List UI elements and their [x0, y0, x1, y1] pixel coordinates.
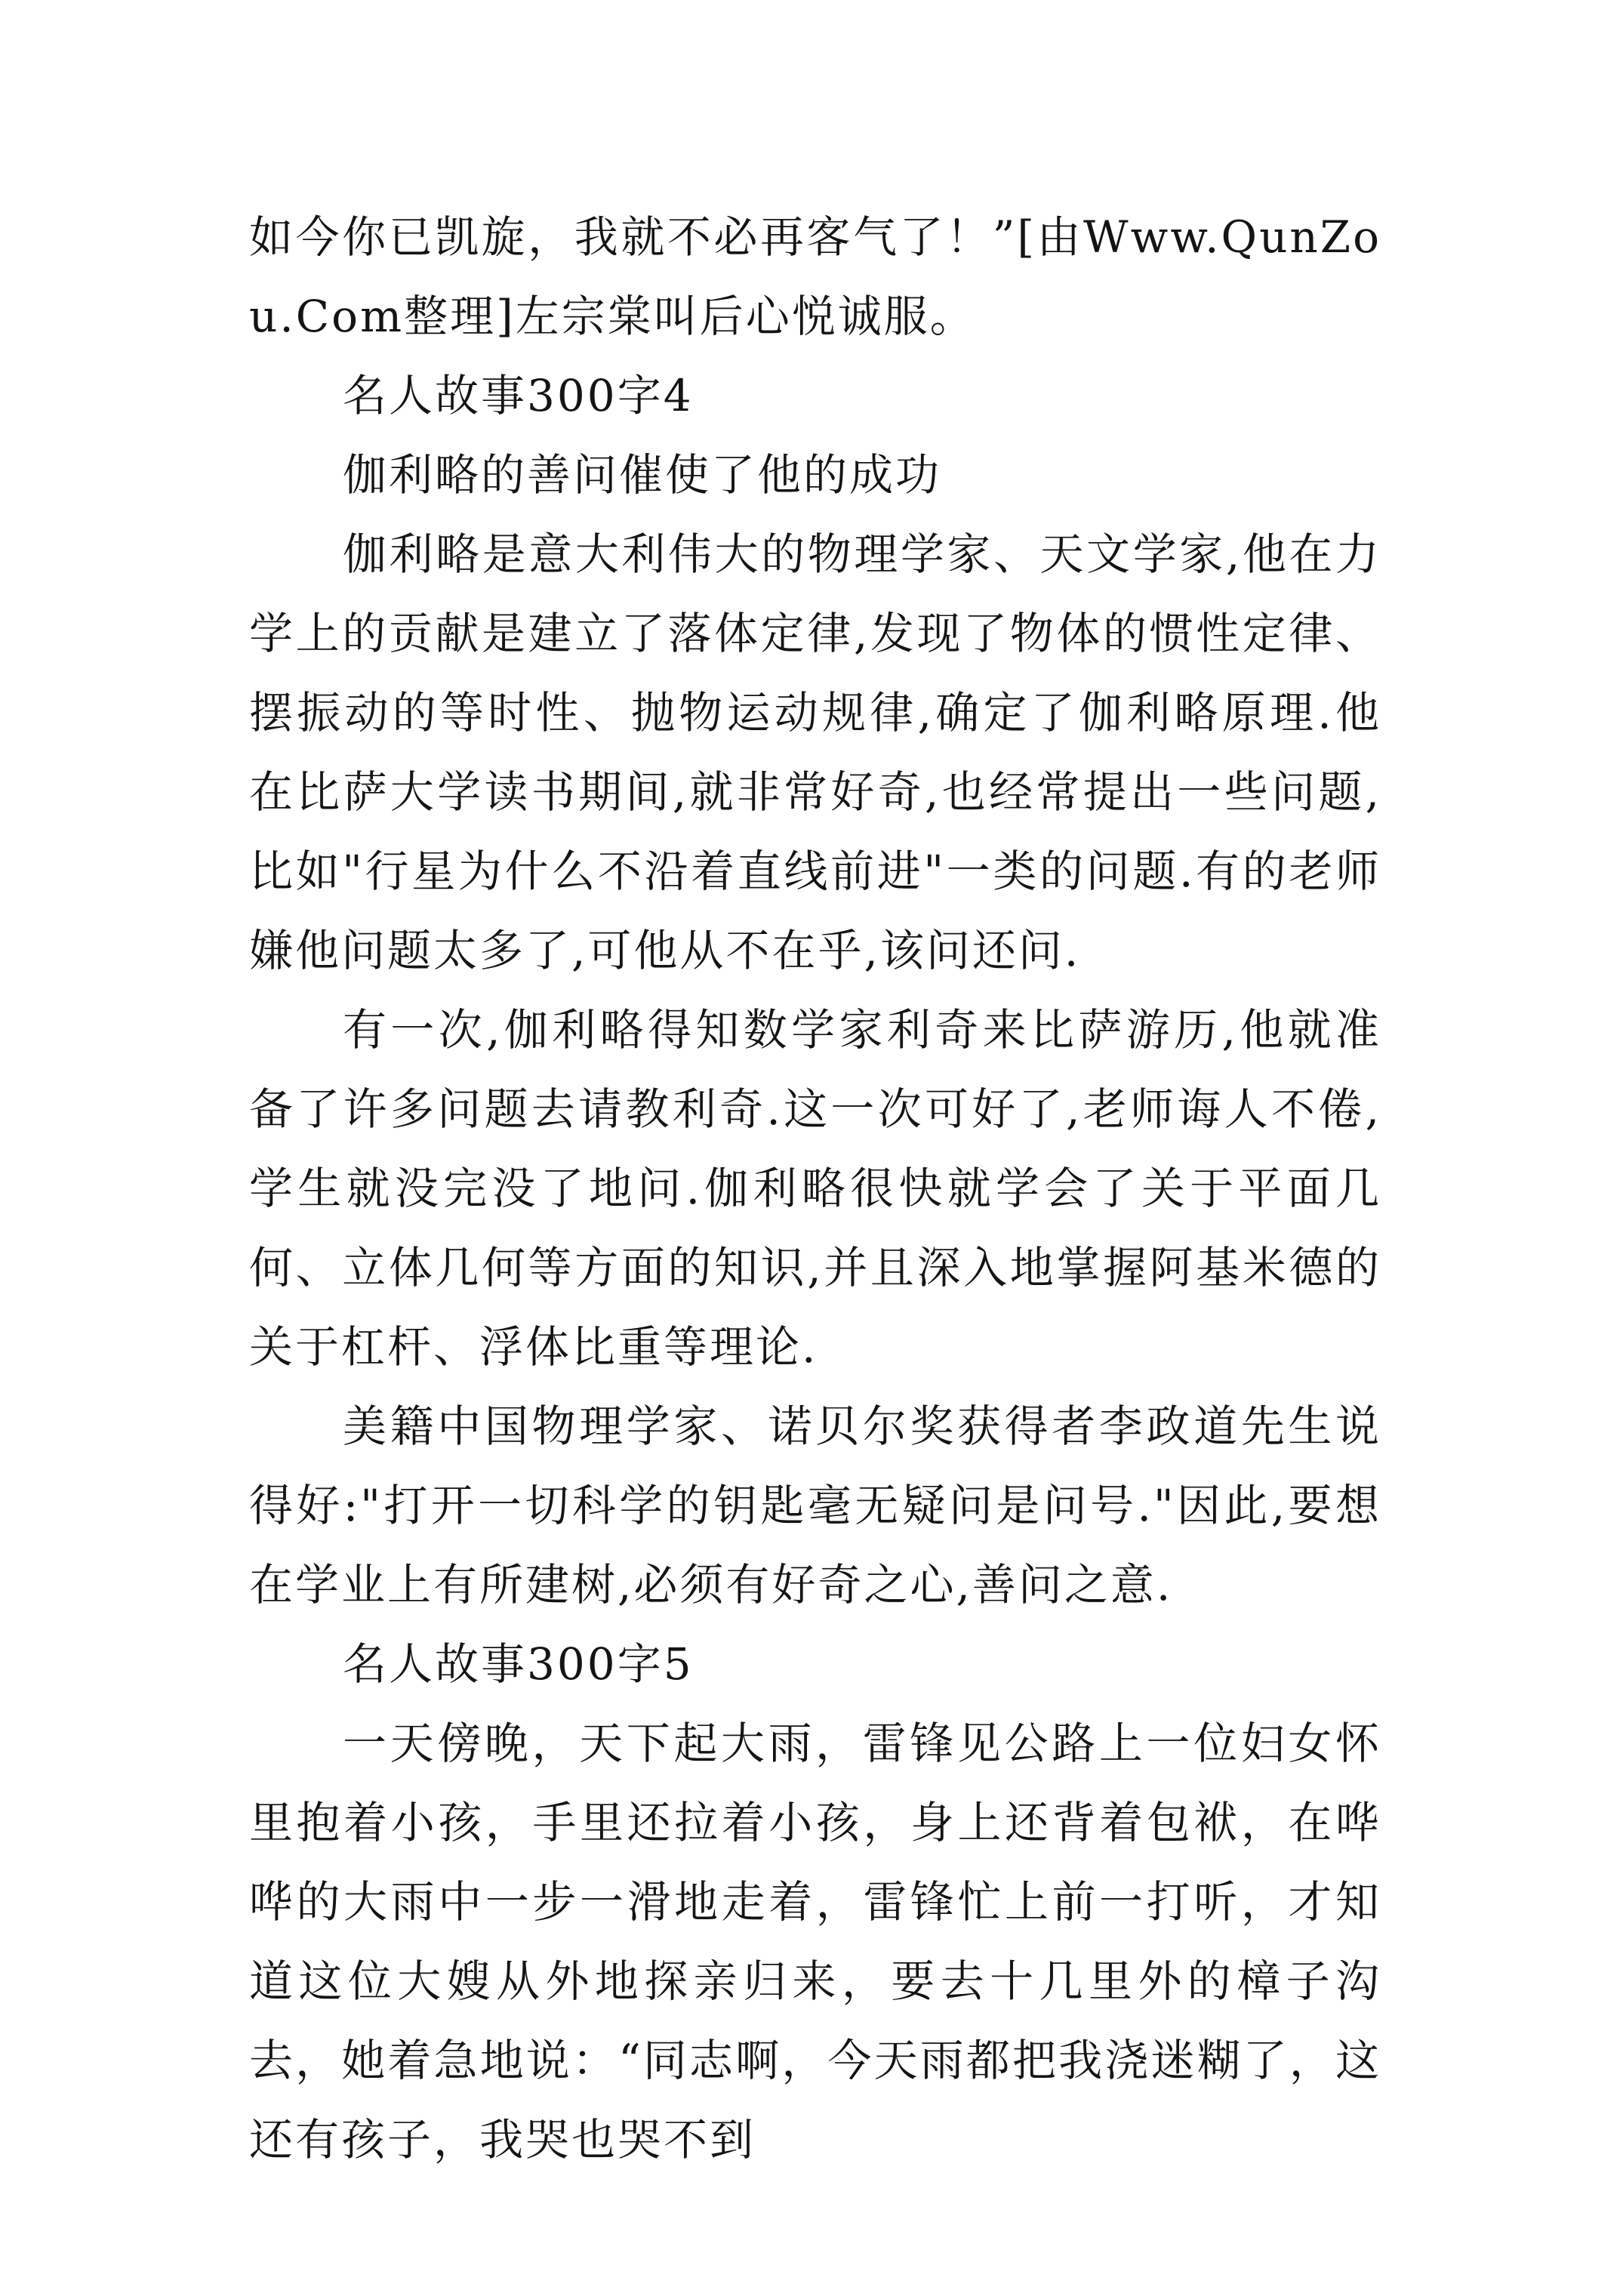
paragraph-continuation: 如今你已凯旋，我就不必再客气了！”[由Www.QunZou.Com整理]左宗棠叫后心悦诚服。 — [249, 211, 1381, 342]
section-heading-5: 名人故事300字5 — [343, 1638, 694, 1690]
section-heading-4: 名人故事300字4 — [343, 370, 694, 421]
document-body — [249, 198, 1381, 2180]
story-title-galileo: 伽利略的善问催使了他的成功 — [343, 449, 942, 501]
paragraph-galileo-2: 有一次,伽利略得知数学家利奇来比萨游历,他就准备了许多问题去请教利奇.这一次可好了,老师诲人不倦,学生就没完没了地问.伽利略很快就学会了关于平面几何、立体几何等方面的知识,并且深入地掌握阿基米德的关于杠杆、浮体比重等理论. — [249, 1004, 1381, 1373]
paragraph-galileo-1: 伽利略是意大利伟大的物理学家、天文学家,他在力学上的贡献是建立了落体定律,发现了物体的惯性定律、摆振动的等时性、抛物运动规律,确定了伽利略原理.他在比萨大学读书期间,就非常好奇,也经常提出一些问题,比如"行星为什么不沿着直线前进"一类的问题.有的老师嫌他问题太多了,可他从不在乎,该问还问. — [249, 529, 1381, 976]
paragraph-galileo-3: 美籍中国物理学家、诺贝尔奖获得者李政道先生说得好:"打开一切科学的钥匙毫无疑问是问号."因此,要想在学业上有所建树,必须有好奇之心,善问之意. — [249, 1401, 1381, 1610]
paragraph-leifeng-1: 一天傍晚，天下起大雨，雷锋见公路上一位妇女怀里抱着小孩，手里还拉着小孩，身上还背着包袱，在哗哗的大雨中一步一滑地走着，雷锋忙上前一打听，才知道这位大嫂从外地探亲归来，要去十几里外的樟子沟去，她着急地说：“同志啊，今天雨都把我浇迷糊了，这还有孩子，我哭也哭不到 — [249, 1718, 1381, 2165]
